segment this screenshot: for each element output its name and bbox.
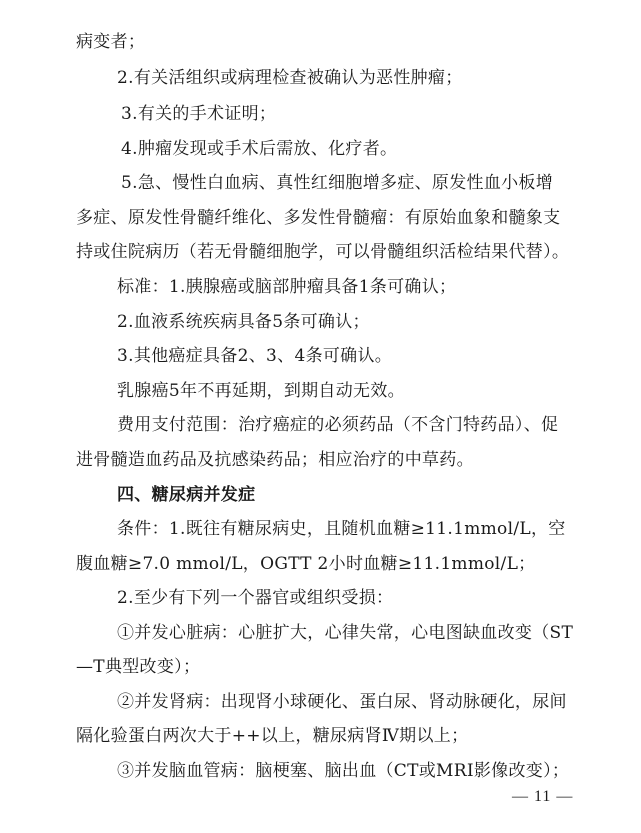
text-line: 隔化验蛋白两次大于++以上，糖尿病肾Ⅳ期以上； — [76, 726, 469, 746]
text-line: 乳腺癌5年不再延期，到期自动无效。 — [117, 381, 405, 401]
text-line: 条件：1.既往有糖尿病史，且随机血糖≥11.1mmol/L，空 — [117, 519, 566, 539]
text-line: 2.有关活组织或病理检查被确认为恶性肿瘤； — [117, 68, 463, 88]
text-line: ①并发心脏病：心脏扩大，心律失常，心电图缺血改变（ST — [117, 623, 574, 643]
text-line: ②并发肾病：出现肾小球硬化、蛋白尿、肾动脉硬化，尿间 — [117, 692, 567, 712]
text-line: 3.其他癌症具备2、3、4条可确认。 — [117, 346, 393, 366]
page-number: — 11 — — [512, 788, 574, 805]
text-line: 持或住院病历（若无骨髓细胞学，可以骨髓组织活检结果代替）。 — [76, 242, 570, 262]
text-line: 多症、原发性骨髓纤维化、多发性骨髓瘤：有原始血象和髓象支 — [76, 208, 561, 228]
text-line: 腹血糖≥7.0 mmol/L，OGTT 2小时血糖≥11.1mmol/L； — [76, 554, 536, 574]
text-line: 4.肿瘤发现或手术后需放、化疗者。 — [121, 139, 398, 159]
text-line: 3.有关的手术证明； — [121, 104, 277, 124]
text-line: —T典型改变）； — [76, 657, 201, 677]
text-line: 2.至少有下列一个器官或组织受损： — [117, 588, 394, 608]
text-line: ③并发脑血管病：脑梗塞、脑出血（CT或MRI影像改变）； — [117, 761, 570, 781]
text-line: 进骨髓造血药品及抗感染药品；相应治疗的中草药。 — [76, 450, 474, 470]
section-heading: 四、糖尿病并发症 — [117, 485, 256, 505]
text-line: 标准：1.胰腺癌或脑部肿瘤具备1条可确认； — [117, 277, 457, 297]
text-line: 费用支付范围：治疗癌症的必须药品（不含门特药品）、促 — [117, 415, 559, 435]
text-line: 5.急、慢性白血病、真性红细胞增多症、原发性血小板增 — [121, 173, 554, 193]
text-line: 病变者； — [76, 32, 146, 52]
text-line: 2.血液系统疾病具备5条可确认； — [117, 312, 370, 332]
